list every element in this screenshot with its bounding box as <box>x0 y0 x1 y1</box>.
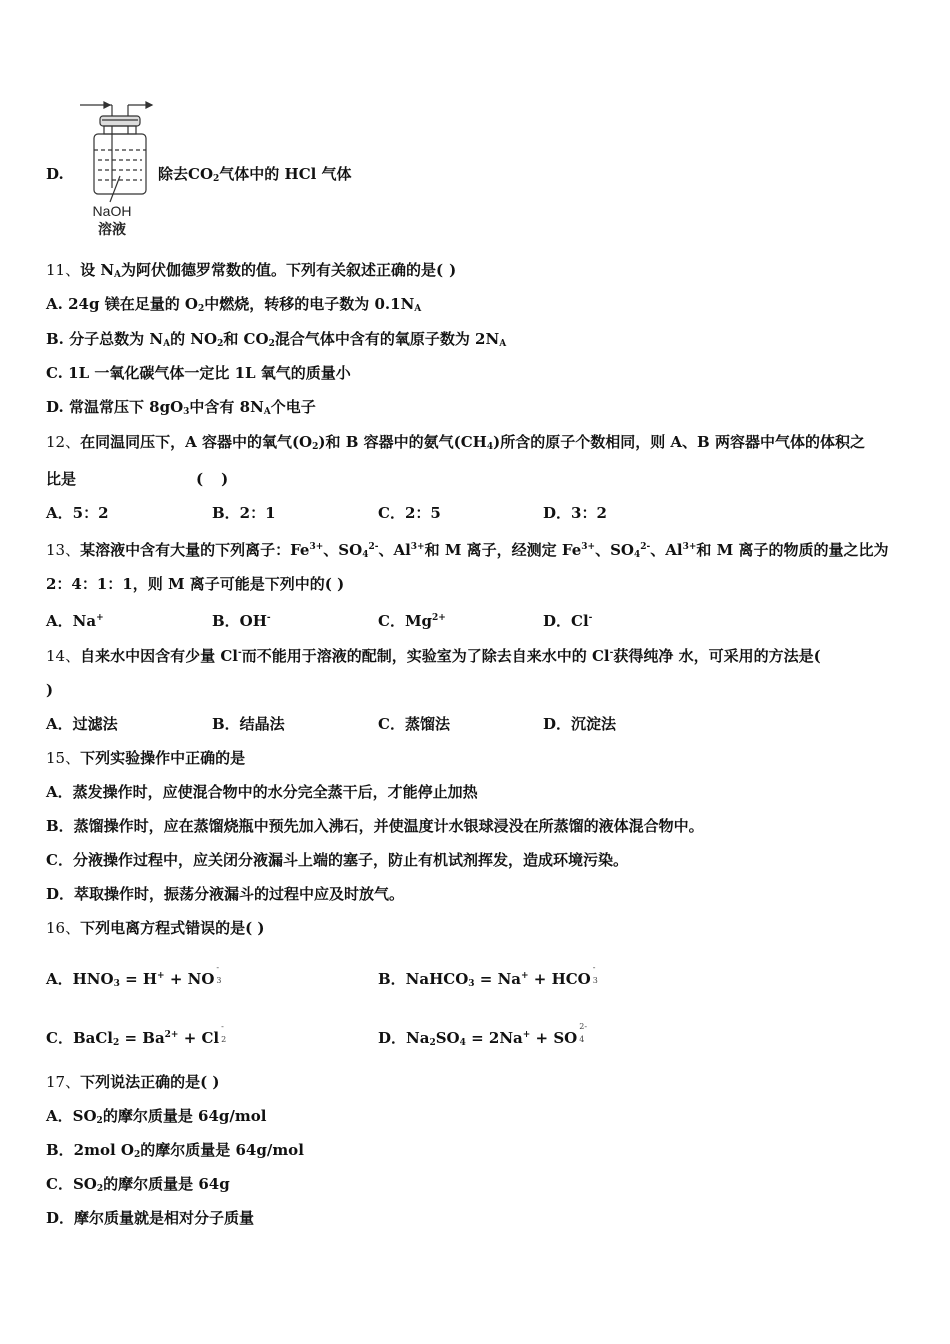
q15-option-d[interactable]: D．萃取操作时，振荡分液漏斗的过程中应及时放气。 <box>46 885 405 903</box>
q11-option-a[interactable]: A. 24g 镁在足量的 $O_2$中燃烧，转移的电子数为 $0.1N_A$ <box>46 295 422 314</box>
q13-stem-line2: 2：4：1：1，则 M 离子可能是下列中的( ) <box>46 575 345 593</box>
q16-option-c[interactable]: C．BaCl$_2$ = $Ba^{2+} + Cl$ - 2 <box>46 1022 227 1048</box>
q12-stem-line2: 比是 ( ) <box>46 470 229 488</box>
q15-option-a[interactable]: A．蒸发操作时，应使混合物中的水分完全蒸干后，才能停止加热 <box>46 783 478 801</box>
q12-option-a[interactable]: A．5：2 <box>46 504 109 522</box>
q16-option-d[interactable]: D．$Na_2SO_4 = 2Na^+$ + SO 2- 4 <box>378 1022 588 1048</box>
q17-option-d[interactable]: D．摩尔质量就是相对分子质量 <box>46 1209 255 1227</box>
q14-stem-line2: ) <box>46 681 54 699</box>
q15-option-b[interactable]: B．蒸馏操作时，应在蒸馏烧瓶中预先加入沸石，并使温度计水银球浸没在所蒸馏的液体混合物中。 <box>46 817 704 835</box>
gas-washing-bottle-diagram <box>76 98 160 240</box>
q13-option-b[interactable]: B．OH- <box>212 612 271 630</box>
q14-option-d[interactable]: D．沉淀法 <box>543 715 617 733</box>
q16-option-a[interactable]: A．$HNO_3 = H^+$ + NO - 3 <box>46 963 222 989</box>
q13-option-a[interactable]: A．Na+ <box>46 612 104 630</box>
q17-option-b[interactable]: B．2mol $O_2$的摩尔质量是 64g/mol <box>46 1141 304 1160</box>
q12-option-c[interactable]: C．2：5 <box>378 504 441 522</box>
q15-stem: 15、下列实验操作中正确的是 <box>46 749 246 767</box>
q14-option-a[interactable]: A．过滤法 <box>46 715 118 733</box>
q17-stem: 17、下列说法正确的是( ) <box>46 1073 220 1091</box>
q12-option-d[interactable]: D．3：2 <box>543 504 607 522</box>
q11-option-b[interactable]: B. 分子总数为 $N_A$的 $NO_2$和 $CO_2$混合气体中含有的氧原子数为 $2N_A$ <box>46 330 507 349</box>
q13-option-d[interactable]: D．Cl- <box>543 612 593 630</box>
q15-option-c[interactable]: C．分液操作过程中，应关闭分液漏斗上端的塞子，防止有机试剂挥发，造成环境污染。 <box>46 851 628 869</box>
q14-option-c[interactable]: C．蒸馏法 <box>378 715 450 733</box>
q17-option-a[interactable]: A．$SO_2$的摩尔质量是 64g/mol <box>46 1107 267 1126</box>
q11-option-c[interactable]: C. 1L 一氧化碳气体一定比 1L 氧气的质量小 <box>46 364 351 382</box>
q12-stem-line1: 12、在同温同压下，A 容器中的氧气$(O_2)$和 B 容器中的氨气$(CH_4)$所含的原子个数相同，则 A、B 两容器中气体的体积之 <box>46 433 865 452</box>
q16-option-b[interactable]: B．NaHCO$_3$ = Na+ + HCO - 3 <box>378 963 598 989</box>
q10-option-d-label: D. <box>46 165 64 183</box>
q17-option-c[interactable]: C．$SO_2$的摩尔质量是 64g <box>46 1175 230 1194</box>
q16-stem: 16、下列电离方程式错误的是( ) <box>46 919 265 937</box>
q11-stem: 11、设 $N_A$为阿伏伽德罗常数的值。下列有关叙述正确的是( ) <box>46 261 457 280</box>
q13-stem-line1: 13、某溶液中含有大量的下列离子：$Fe^{3+}$、$SO_4^{2-}$、$Al^{3+}$和 M 离子，经测定 $Fe^{3+}$、$SO_4^{2-}$、$Al^{3+}$和 M 离子的物质的量之比为 <box>46 541 889 560</box>
q10-option-d-text: 除去$CO_2$气体中的 HCl 气体 <box>158 165 352 184</box>
q14-option-b[interactable]: B．结晶法 <box>212 715 285 733</box>
q14-stem-line1: 14、自来水中因含有少量 Cl-而不能用于溶液的配制，实验室为了除去自来水中的 Cl-获得纯净 水，可采用的方法是( <box>46 647 821 665</box>
q11-option-d[interactable]: D. 常温常压下 $8gO_3$中含有 $8N_A$个电子 <box>46 398 316 417</box>
q12-option-b[interactable]: B．2：1 <box>212 504 276 522</box>
naoh-label: NaOH <box>92 203 132 219</box>
solution-label: 溶液 <box>98 222 126 238</box>
q13-option-c[interactable]: C．$Mg^{2+}$ <box>378 612 446 630</box>
